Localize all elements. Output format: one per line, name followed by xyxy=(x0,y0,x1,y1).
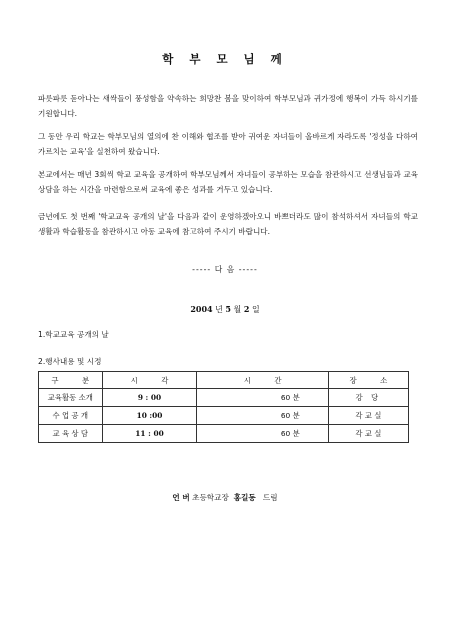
section-heading-schedule: 2.행사내용 및 시정 xyxy=(38,357,102,366)
section-heading-open-day: 1.학교교육 공개의 날 xyxy=(38,330,109,339)
header-time: 시 각 xyxy=(102,372,197,389)
header-duration: 시 간 xyxy=(197,372,328,389)
signature-school-prefix: 언 버 xyxy=(172,493,190,502)
signature-line xyxy=(0,492,450,503)
date-year: 2004 xyxy=(190,304,213,314)
document-title: 학 부 모 님 께 xyxy=(162,52,288,66)
row-item: 교 육 상 담 xyxy=(39,425,103,443)
row-duration: 60 분 xyxy=(197,407,328,425)
row-duration: 60 분 xyxy=(197,389,328,407)
row-duration: 60 분 xyxy=(197,425,328,443)
date-day: 2 xyxy=(243,304,250,314)
schedule-header-row xyxy=(39,372,409,389)
row-item: 교육활동 소개 xyxy=(39,389,103,407)
row-place: 각 교 실 xyxy=(328,407,408,425)
row-place: 강 당 xyxy=(328,389,408,407)
header-place: 장 소 xyxy=(328,372,408,389)
signature-school: 초등학교장 xyxy=(192,493,229,502)
date-year-unit: 년 xyxy=(215,305,223,314)
paragraph-invitation: 금년에도 첫 번째 '학교교육 공개의 날'을 다음과 같이 운영하겠아오니 바쁘더라도 많이 참석하셔서 자녀들의 학교생활과 학습활동을 참관하시고 아동 교육에 참고하여 주시기 바랍니다. xyxy=(38,212,418,236)
date-month-unit: 월 xyxy=(233,305,242,314)
date-month: 5 xyxy=(225,304,231,314)
paragraph-school-effort: 그 동안 우리 학교는 학부모님의 열의에 찬 이해와 협조를 받아 귀여운 자녀들이 올바르게 자라도록 '정성을 다하여 가르치는 교육'을 실천하여 왔습니다. xyxy=(38,132,418,156)
table-row xyxy=(39,389,409,407)
table-row xyxy=(39,425,409,443)
signature-name: 홍길동 xyxy=(233,493,256,502)
table-row xyxy=(39,407,409,425)
paragraph-open-class: 본교에서는 매년 3회씩 학교 교육을 공개하여 학부모님께서 자녀들이 공부하는 모습을 참관하시고 선생님들과 교육상담을 하는 시간을 마련함으로써 교육에 좋은 성과를 거두고 있습니다. xyxy=(38,170,418,194)
signature-closing: 드림 xyxy=(262,493,278,502)
letter-date xyxy=(0,304,450,315)
date-day-unit: 일 xyxy=(251,305,260,314)
row-item: 수 업 공 개 xyxy=(39,407,103,425)
row-time: 10 :00 xyxy=(102,407,197,425)
row-place: 각 교 실 xyxy=(328,425,408,443)
separator-line: ----- 다 음 ----- xyxy=(192,265,258,274)
row-time: 9 : 00 xyxy=(102,389,197,407)
header-category: 구 분 xyxy=(39,372,103,389)
row-time: 11 : 00 xyxy=(102,425,197,443)
schedule-table xyxy=(38,371,409,443)
paragraph-greeting: 파릇파릇 돋아나는 새싹들이 풍성함을 약속하는 희망찬 봄을 맞이하여 학부모님과 귀가정에 행복이 가득 하시기를 기원합니다. xyxy=(38,94,418,118)
